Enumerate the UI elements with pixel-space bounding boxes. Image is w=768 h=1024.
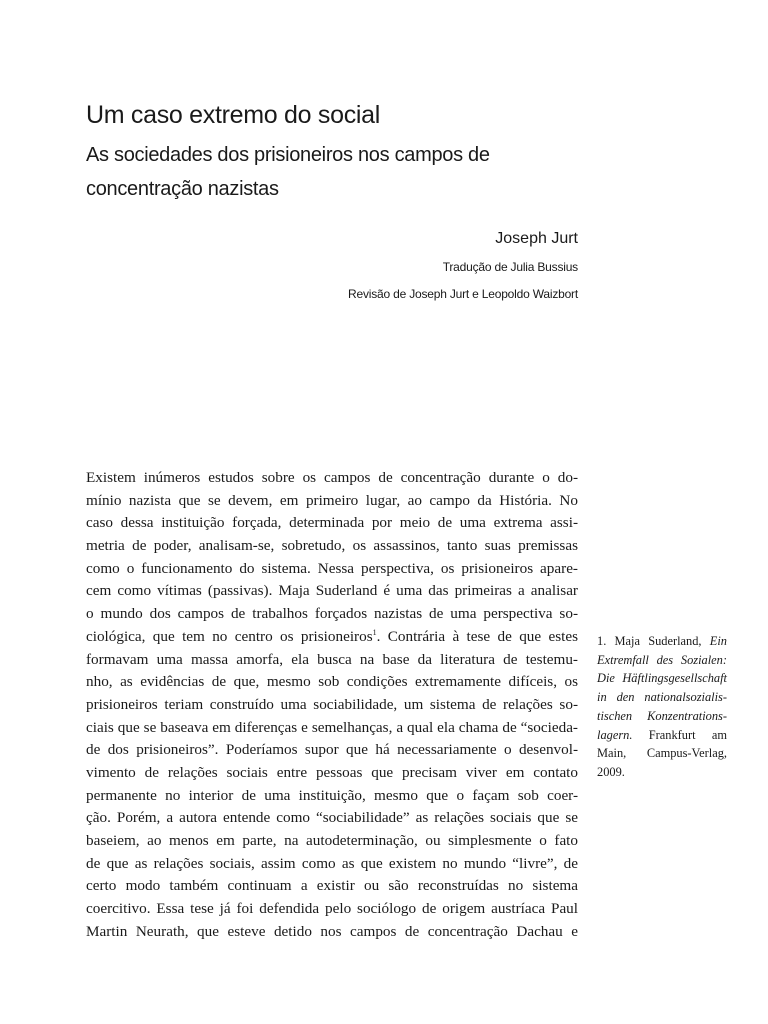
footnote-line (597, 669, 727, 688)
body-text-fragment: ciológica, que tem no centro os prisioneiros (86, 627, 373, 645)
body-line: caso dessa instituição forçada, determinada por meio de uma extrema assi- (86, 514, 578, 532)
footnote-line (597, 726, 727, 745)
body-text-fragment: . Contrária à tese de que estes (376, 627, 578, 645)
body-line: permanente no interior de uma instituição, mesmo que o façam sob coer- (86, 786, 578, 804)
subtitle-line: concentração nazistas (86, 178, 279, 200)
footnote-marker[interactable]: 1 (372, 627, 377, 637)
body-line (86, 626, 578, 649)
body-line: mínio nazista que se devem, em primeiro lugar, ao campo da História. No (86, 491, 578, 509)
body-line: certo modo também continuam a existir ou são reconstruídas no sistema (86, 877, 578, 895)
footnote (597, 632, 727, 782)
footnote-line (597, 707, 727, 726)
body-line: vimento de relações sociais entre pessoas que precisam viver em contato (86, 763, 578, 781)
body-line: metria de poder, analisam-se, sobretudo, os assassinos, tanto suas premissas (86, 537, 578, 555)
article-title: Um caso extremo do social (86, 101, 381, 129)
footnote-number: 1. (597, 634, 607, 648)
footnote-book-title: tischen Konzentrations- (597, 708, 727, 723)
article-subtitle (86, 138, 490, 206)
body-paragraph (86, 467, 578, 943)
body-line: cem como vítimas (passivas). Maja Suderland é uma das primeiras a analisar (86, 582, 578, 600)
footnote-line: 2009. (597, 764, 625, 779)
body-line: de que as relações sociais, assim como as que existem no mundo “livre”, de (86, 854, 578, 872)
body-line: o mundo dos campos de trabalhos forçados nazistas de uma perspectiva so- (86, 605, 578, 623)
body-line: coercitivo. Essa tese já foi defendida pelo sociólogo de origem austríaca Paul (86, 900, 578, 918)
footnote-book-title: Die Häftlingsgesellschaft (597, 671, 727, 686)
body-line: Existem inúmeros estudos sobre os campos de concentração durante o do- (86, 469, 578, 486)
translation-credit: Tradução de Julia Bussius (442, 260, 578, 274)
footnote-book-title: Ein (709, 634, 727, 648)
footnote-author: Maja Suderland, (614, 634, 702, 648)
footnote-line (597, 688, 727, 707)
body-line: ciais que se baseava em diferenças e semelhanças, a qual ela chama de “socieda- (86, 718, 578, 736)
body-line: Martin Neurath, que esteve detido nos campos de concentração Dachau e (86, 922, 578, 940)
footnote-book-title: Extremfall des Sozialen: (597, 652, 727, 667)
footnote-line (597, 632, 727, 651)
footnote-line (597, 651, 727, 670)
body-line: ção. Porém, a autora entende como “sociabilidade” as relações sociais que se (86, 809, 578, 827)
subtitle-line: As sociedades dos prisioneiros nos campos de (86, 144, 490, 166)
body-line: formavam uma massa amorfa, ela busca na base da literatura de testemu- (86, 650, 578, 668)
body-line: como o funcionamento do sistema. Nessa perspectiva, os prisioneiros apare- (86, 559, 578, 577)
body-line: nho, as evidências de que, mesmo sob condições extremamente difíceis, os (86, 673, 578, 691)
body-line: baseiem, ao menos em parte, na autodeterminação, ou simplesmente o fato (86, 832, 578, 849)
body-line: de dos prisioneiros”. Poderíamos supor que há necessariamente o desenvol- (86, 741, 578, 759)
footnote-line: Main, Campus-Verlag, (597, 746, 727, 761)
footnote-book-title: in den nationalsozialis- (597, 690, 727, 705)
footnote-publisher: Frankfurt am (648, 727, 727, 742)
footnote-book-title: lagern. (597, 727, 633, 742)
revision-credit: Revisão de Joseph Jurt e Leopoldo Waizbort (348, 287, 578, 301)
author-name: Joseph Jurt (495, 230, 578, 247)
body-line: prisioneiros teriam construído uma sociabilidade, um sistema de relações so- (86, 695, 578, 713)
